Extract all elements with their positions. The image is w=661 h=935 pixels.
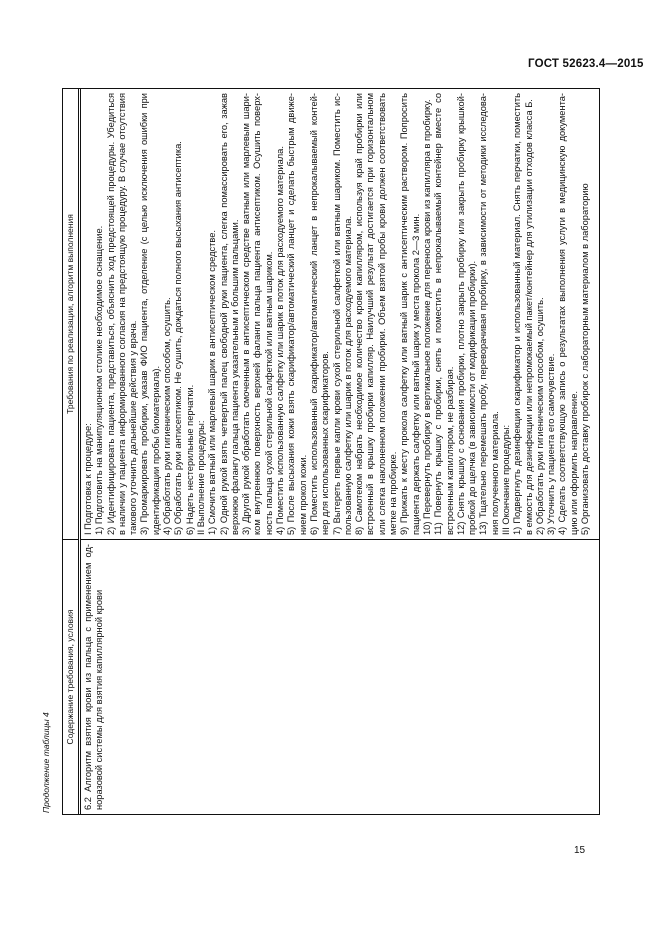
algorithm-text-line: 2) Обработать руки гигиеническим способом, осушить. xyxy=(534,297,545,535)
algorithm-text-line: или слегка наклоненном положении пробирки. Объем взятой пробы крови должен соответствовать xyxy=(376,93,387,535)
algorithm-text-line: 4) Сделать соответствующую запись о результатах выполнения услуги в медицинскую документа- xyxy=(557,93,568,535)
algorithm-text-line: 4) Обработать руки гигиеническим способом, осушить. xyxy=(162,297,173,535)
algorithm-text-line: 3) Другой рукой обработать смоченным в антисептическом средстве ватным или марлевым шари- xyxy=(241,93,252,535)
algorithm-text-line: нер для использованных скарификаторов. xyxy=(320,351,331,535)
algorithm-text-line: 3) Промаркировать пробирки, указав ФИО пациента, отделение (с целью исключения ошибки при xyxy=(139,93,150,535)
algorithm-text-line: ность пальца сухой стерильной салфеткой или ватным шариком. xyxy=(263,251,274,535)
algorithm-text-line: 13) Тщательно перемешать пробу, переворачивая пробирку, в зависимости от методики исследова- xyxy=(478,93,489,535)
algorithm-text-line: пациента держать салфетку или ватный шарик у места прокола 2—3 мин. xyxy=(410,213,421,535)
table-row xyxy=(81,89,599,814)
algorithm-text-line: II Выполнение процедуры: xyxy=(195,420,206,535)
algorithm-text-line: ком внутреннюю поверхность верхней фаланги пальца пациента антисептиком. Осушить поверх- xyxy=(252,93,263,535)
algorithm-text-line: ния полученного материала. xyxy=(489,411,500,535)
algorithm-text-line: 8) Самотеком набрать необходимое количество крови капилляром, используя край пробирки или xyxy=(354,93,365,535)
algorithm-text-line: 5) Обработать руки антисептиком. Не сушить, дождаться полного высыхания антисептика. xyxy=(173,141,184,535)
requirements-table xyxy=(62,88,600,815)
algorithm-text-line: идентификации пробы биоматериала). xyxy=(150,365,161,535)
algorithm-text-line: 12) Снять крышку с основания пробирки, плотно закрыть пробирку или закрыть пробирку крышкой- xyxy=(455,93,466,535)
algorithm-text-line: 5) Организовать доставку пробирок с лабораторным материалом в лабораторию xyxy=(580,183,591,535)
algorithm-text-line: пробкой до щелчка (в зависимости от модификации пробирки). xyxy=(467,260,478,535)
algorithm-text-line: 6) Поместить использованный скарификатор/автоматический ланцет в непрокалываемый контей- xyxy=(308,93,319,535)
algorithm-text-line: 11) Повернуть крышку с пробирки, снять и поместить в непрокалываемый контейнер вместе со xyxy=(433,93,444,535)
algorithm-text-line: 6) Надеть нестерильные перчатки. xyxy=(184,384,195,535)
rotated-table-block xyxy=(40,88,605,815)
algorithm-text-line: встроенным капилляром, не разбирая. xyxy=(444,366,455,535)
column-header-algorithm: Требования по реализации, алгоритм выполнения xyxy=(65,214,75,414)
algorithm-text-line: встроенный в крышку пробирки капилляр. Наилучший результат достигается при горизонтальном xyxy=(365,93,376,535)
algorithm-text-line: 5) После высыхания кожи взять скарификатор/автоматический ланцет и сделать быстрым движе- xyxy=(286,93,297,535)
algorithm-text-line: 9) Прижать к месту прокола салфетку или ватный шарик с антисептическим раствором. Попросить xyxy=(399,93,410,535)
algorithm-text-line: III Окончание процедуры: xyxy=(500,424,511,535)
algorithm-text-line: такового уточнить дальнейшие действия у врача. xyxy=(128,320,139,535)
document-code: ГОСТ 52623.4—2015 xyxy=(528,58,644,70)
table-header-row xyxy=(63,89,81,814)
algorithm-text-line: 2) Одной рукой взять четвертый палец свободной руки пациента, слегка помассировать его, зажав xyxy=(218,93,229,535)
condition-cell xyxy=(81,539,599,814)
algorithm-text-line: нием прокол кожи. xyxy=(297,454,308,535)
algorithm-text-line: 1) Подвергнуть дезинфекции скарификатор и использованный материал. Снять перчатки, поместить xyxy=(512,93,523,535)
algorithm-text-line: 2) Идентифицировать пациента, представиться, объяснить ход предстоящей процедуры. Убедиться xyxy=(105,93,116,535)
page-number: 15 xyxy=(574,845,586,856)
algorithm-cell xyxy=(81,89,599,539)
condition-text-line: 6.2 Алгоритм взятия крови из пальца с применением од- xyxy=(83,544,93,810)
algorithm-text-line: 3) Уточнить у пациента его самочувствие. xyxy=(546,353,557,535)
algorithm-text-line: 7) Вытереть первые капли крови сухой стерильной салфеткой или ватным шариком. Поместить ис- xyxy=(331,93,342,535)
algorithm-text-line: в наличии у пациента информированного согласия на предстоящую процедуру. В случае отсутствия xyxy=(116,93,127,535)
algorithm-text-line: 4) Поместить использованную салфетку или шарик в поток для расходуемого материала. xyxy=(275,146,286,535)
condition-text-line: норазовой системы для взятия капиллярной крови xyxy=(94,589,105,810)
algorithm-text-line: 1) Смочить ватный или марлевый шарик в антисептическом средстве. xyxy=(207,229,218,535)
algorithm-text-line: I Подготовка к процедуре: xyxy=(83,423,93,535)
algorithm-text-line: в емкость для дезинфекции или непромокаемый пакет/контейнер для утилизации отходов класса Б. xyxy=(523,99,534,535)
algorithm-text-line: верхнюю фалангу пальца пациента указательным и большим пальцами. xyxy=(229,219,240,535)
algorithm-text-line: 1) Подготовить на манипуляционном столике необходимое оснащение. xyxy=(94,225,105,535)
algorithm-text-line: пользованную салфетку или шарик в поток для расходуемого материала. xyxy=(342,215,353,535)
algorithm-text-line: метке на пробирке. xyxy=(388,451,399,535)
column-header-condition: Содержание требования, условия xyxy=(63,539,78,814)
table-caption: Продолжение таблицы 4 xyxy=(41,712,51,813)
algorithm-text-line: цию или оформить направление. xyxy=(568,391,579,535)
algorithm-text-line: 10) Перевернуть пробирку в вертикальное положение для переноса крови из капилляра в пробирку. xyxy=(421,99,432,535)
